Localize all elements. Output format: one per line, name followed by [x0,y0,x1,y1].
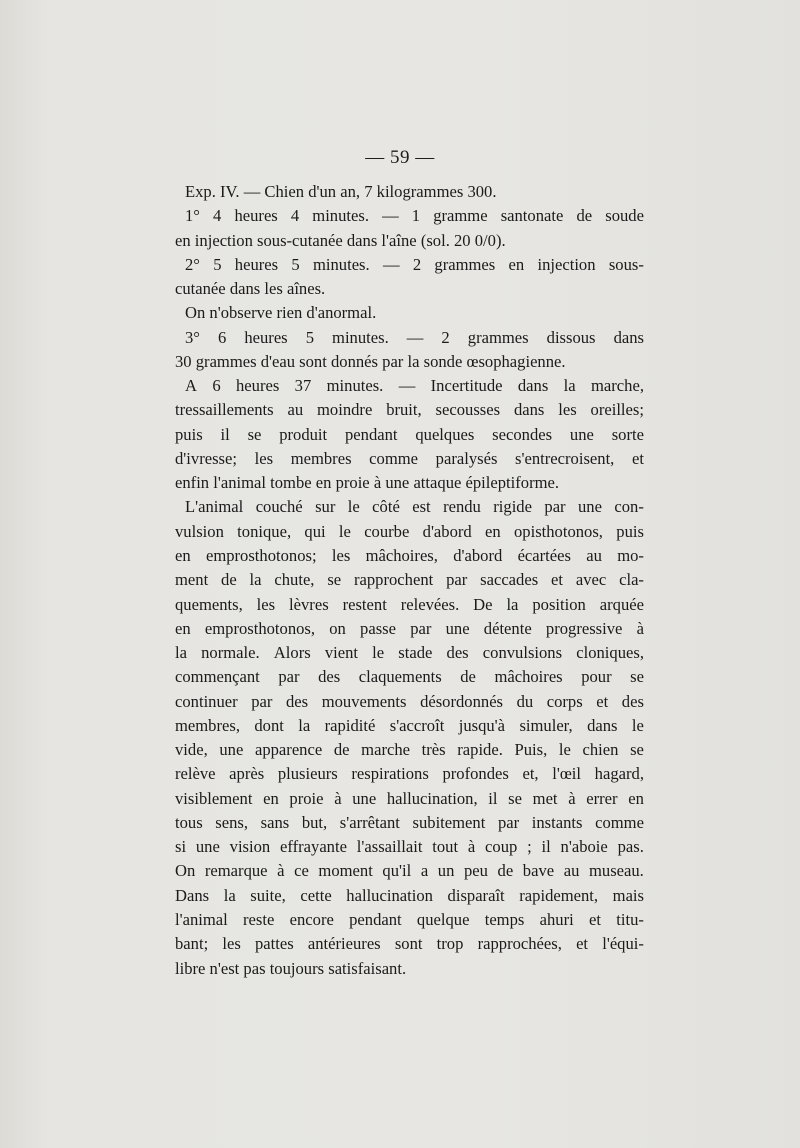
text-line: enfin l'animal tombe en proie à une attaque épileptiforme. [175,473,560,493]
text-line: 2° 5 heures 5 minutes. — 2 grammes en injection sous- [185,254,644,274]
text-line: continuer par des mouvements désordonnés du corps et des [175,691,644,711]
text-line: ment de la chute, se rapprochent par saccades et avec cla- [175,570,644,590]
body-text [175,180,644,981]
text-line: Dans la suite, cette hallucination disparaît rapidement, mais [175,885,644,905]
text-line: L'animal couché sur le côté est rendu rigide par une con- [185,497,644,517]
text-line: en emprosthotonos, on passe par une détente progressive à [175,618,644,638]
text-line: en injection sous-cutanée dans l'aîne (sol. 20 0/0). [175,230,506,250]
text-line: bant; les pattes antérieures sont trop rapprochées, et l'équi- [175,934,644,954]
text-line: vide, une apparence de marche très rapide. Puis, le chien se [175,740,644,760]
paragraph [175,326,644,375]
text-line: 3° 6 heures 5 minutes. — 2 grammes dissous dans [185,327,644,347]
paragraph [175,374,644,495]
text-line: si une vision effrayante l'assaillait tout à coup ; il n'aboie pas. [175,837,644,857]
paragraph [175,253,644,302]
text-line: l'animal reste encore pendant quelque temps ahuri et titu- [175,909,644,929]
paragraph [175,204,644,253]
paragraph [175,180,644,204]
text-line: tressaillements au moindre bruit, secousses dans les oreilles; [175,400,644,420]
text-line: On remarque à ce moment qu'il a un peu de bave au museau. [175,861,644,881]
text-line: membres, dont la rapidité s'accroît jusqu'à simuler, dans le [175,715,644,735]
text-line: On n'observe rien d'anormal. [185,303,377,323]
text-line: commençant par des claquements de mâchoires pour se [175,667,644,687]
text-line: d'ivresse; les membres comme paralysés s'entrecroisent, et [175,448,644,468]
text-line: cutanée dans les aînes. [175,279,326,299]
text-line: puis il se produit pendant quelques secondes une sorte [175,424,644,444]
text-line: visiblement en proie à une hallucination, il se met à errer en [175,788,644,808]
paragraph [175,495,644,980]
text-line: vulsion tonique, qui le courbe d'abord en opisthotonos, puis [175,521,644,541]
text-line: A 6 heures 37 minutes. — Incertitude dans la marche, [185,376,644,396]
text-line: relève après plusieurs respirations profondes et, l'œil hagard, [175,764,644,784]
text-line: quements, les lèvres restent relevées. De la position arquée [175,594,644,614]
text-line: 1° 4 heures 4 minutes. — 1 gramme santonate de soude [185,206,644,226]
text-line: Exp. IV. — Chien d'un an, 7 kilogrammes 300. [185,182,497,201]
page-number: — 59 — [365,147,435,168]
paragraph [175,301,644,325]
text-line: libre n'est pas toujours satisfaisant. [175,958,407,978]
text-line: la normale. Alors vient le stade des convulsions cloniques, [175,643,644,663]
text-line: en emprosthotonos; les mâchoires, d'abord écartées au mo- [175,545,644,565]
text-line: tous sens, sans but, s'arrêtant subitement par instants comme [175,812,644,832]
text-line: 30 grammes d'eau sont donnés par la sonde œsophagienne. [175,351,566,371]
